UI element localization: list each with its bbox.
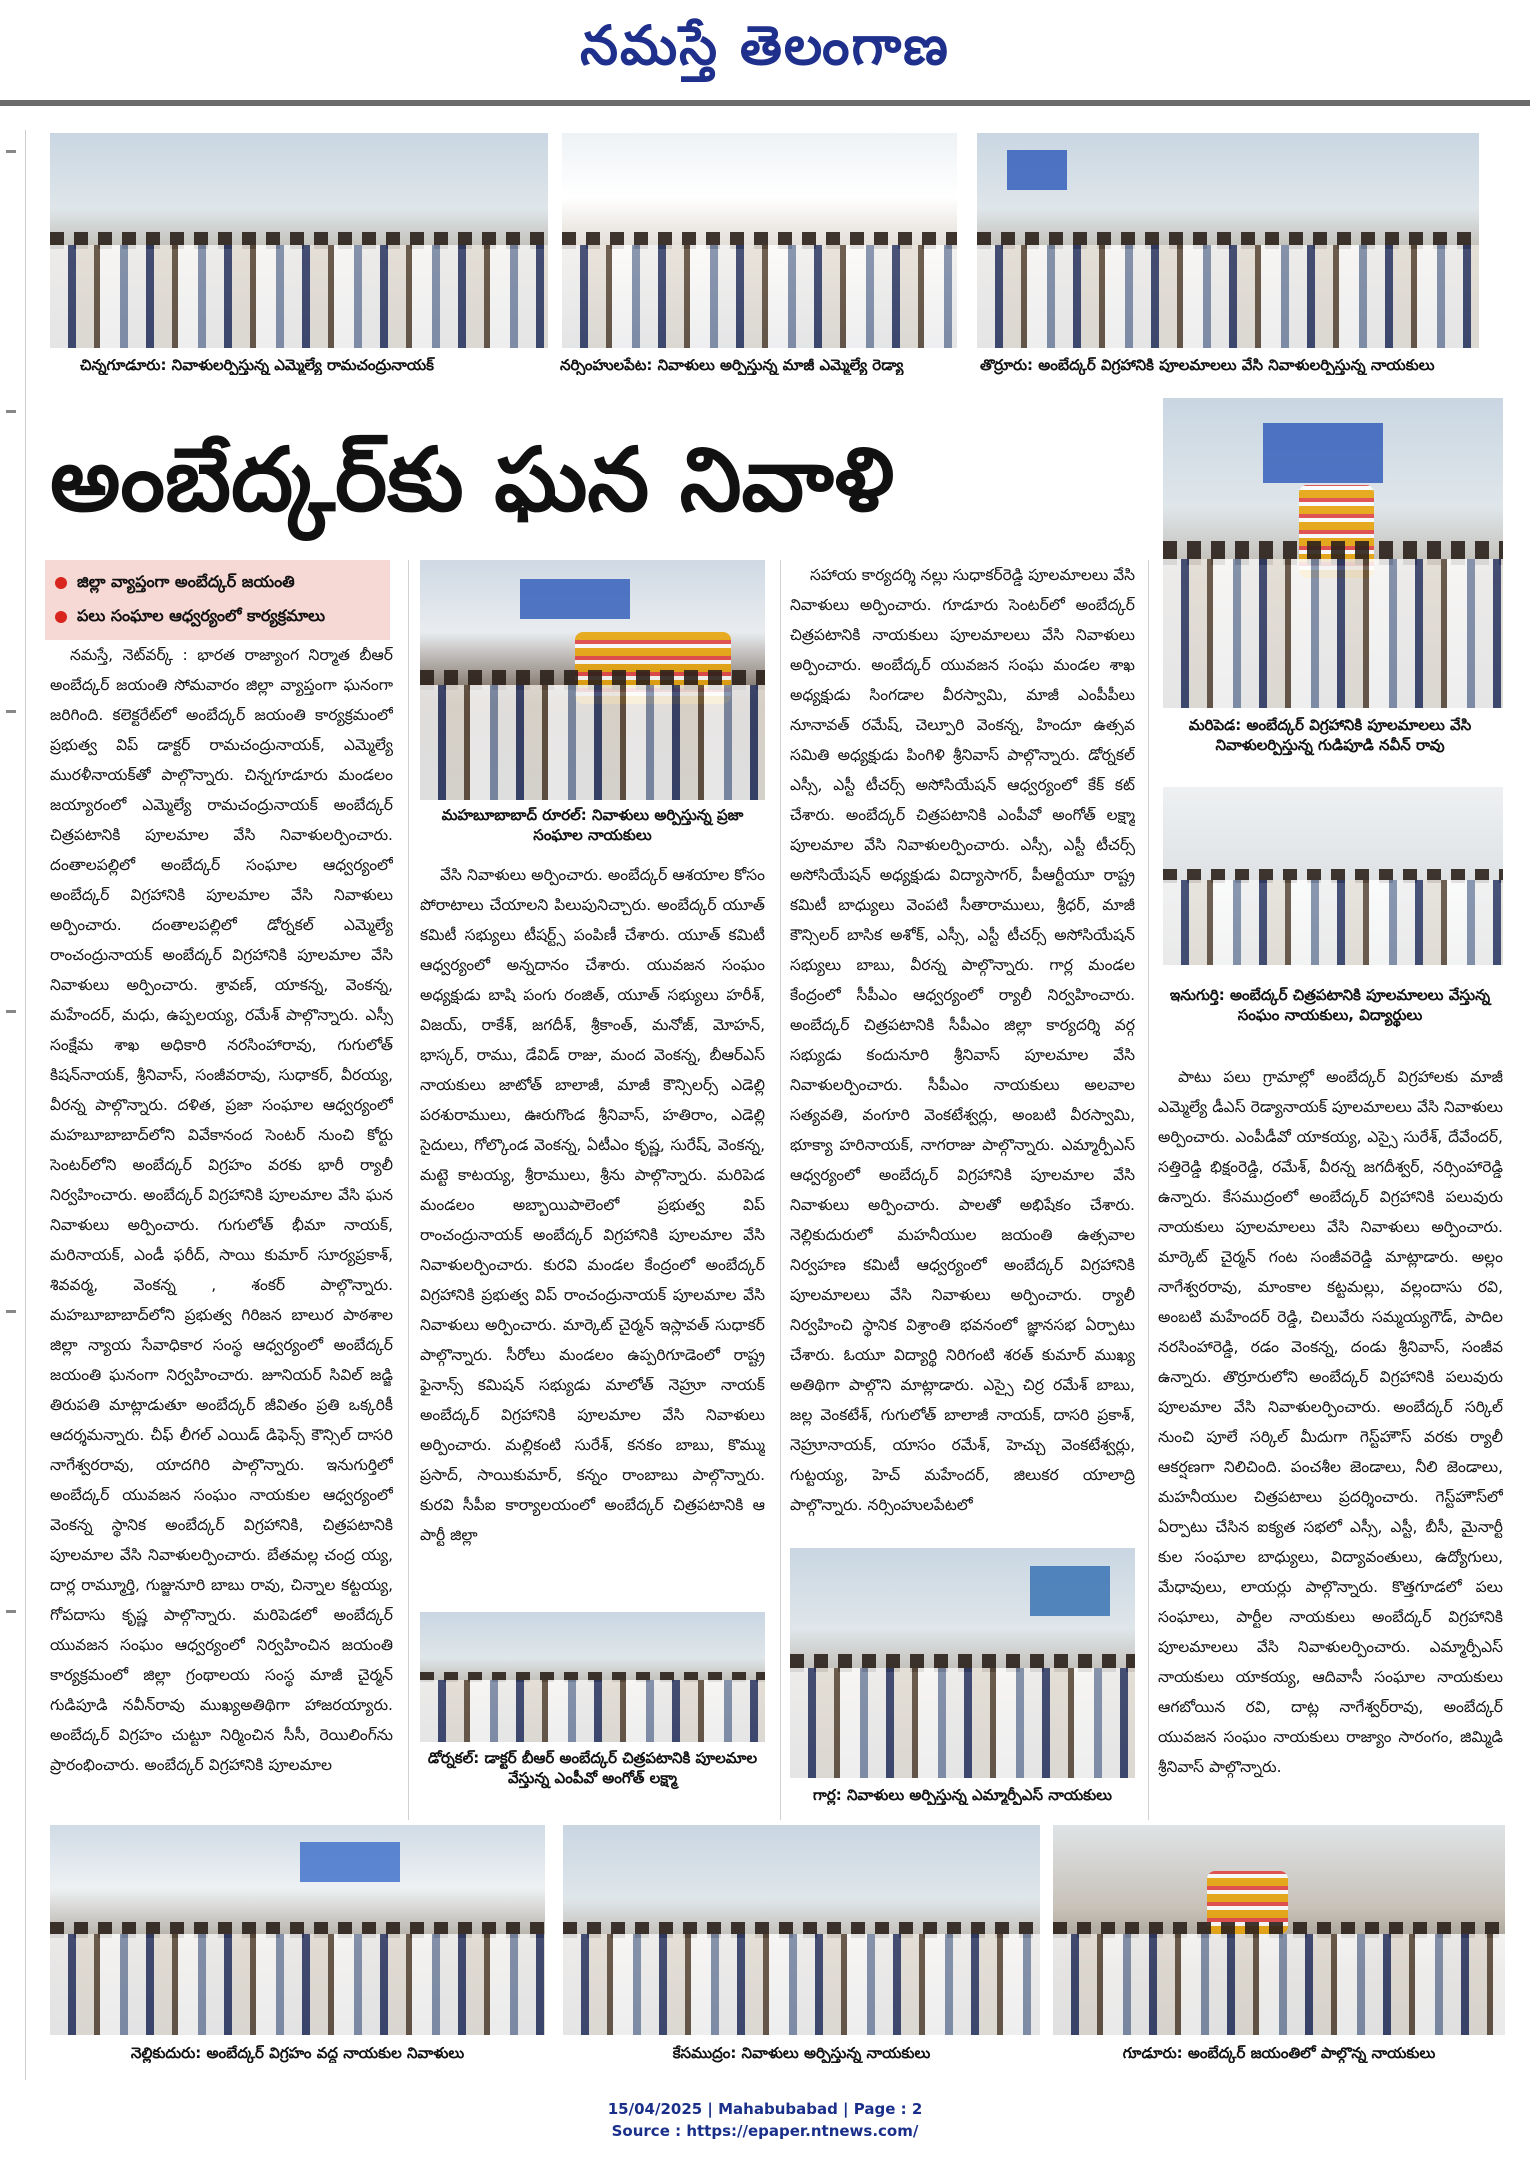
masthead-rule xyxy=(0,100,1530,106)
photo-narsimhulapet xyxy=(562,133,957,348)
column-rule xyxy=(408,560,409,1820)
caption-bottom-middle: కేసముద్రం: నివాళులు అర్పిస్తున్న నాయకులు xyxy=(672,2044,931,2062)
caption-lower-center-1: డోర్నకల్: డాక్టర్ బీఆర్ అంబేద్కర్ చిత్రపటానికి పూలమాల వేస్తున్న ఎంపీవో అంగోత్ లక్ష్మా xyxy=(427,1749,758,1787)
column-rule xyxy=(1148,560,1149,1820)
page-footer xyxy=(0,2098,1530,2142)
article-column-3: సహాయ కార్యదర్శి నల్లు సుధాకర్‌రెడ్డి పూలమాలలు వేసి నివాళులు అర్పించారు. గూడూరు సెంటర్‌లో అంబేద్కర్ చిత్రపటానికి నాయకులు పూలమాలలు వేసి నివాళులు అర్పించారు. అంబేద్కర్ యువజన సంఘ మండల శాఖ అధ్యక్షుడు సింగడాల వీరస్వామి, మాజీ ఎంపీపీలు నూనావత్ రమేష్, చెల్పూరి వెంకన్న, హిందూ ఉత్సవ సమితి అధ్యక్షుడు పింగిళి శ్రీనివాస్ పాల్గొన్నారు. డోర్నకల్ ఎస్సీ, ఎస్టీ టీచర్స్ అసోసియేషన్ ఆధ్వర్యంలో కేక్ కట్ చేశారు. అంబేద్కర్ చిత్రపటానికి ఎంపీవో అంగోత్ లక్ష్మా పూలమాల వేసి నివాళులర్పించారు. ఎస్సీ, ఎస్టీ టీచర్స్ అసోసియేషన్ అధ్యక్షుడు విద్యాసాగర్, పీఆర్టీయూ రాష్ట్ర కమిటీ బాధ్యులు వెంపటి సీతారాములు, శ్రీధర్, మాజీ కౌన్సిలర్ బాసిక అశోక్, ఎస్సీ, ఎస్టీ టీచర్స్ అసోసియేషన్ సభ్యులు బాబు, వీరన్న పాల్గొన్నారు. గార్ల మండల కేంద్రంలో సీపీఎం ఆధ్వర్యంలో ర్యాలీ నిర్వహించారు. అంబేద్కర్ చిత్రపటానికి సీపీఎం జిల్లా కార్యదర్శి వర్గ సభ్యుడు కందునూరి శ్రీనివాస్ పూలమాల వేసి నివాళులర్పించారు. సీపీఎం నాయకులు అలవాల సత్యవతి, వంగూరి వెంకటేశ్వర్లు, అంబటి వీరస్వామి, భూక్యా హరినాయక్, నాగరాజు పాల్గొన్నారు. ఎమ్మార్పీఎస్ ఆధ్వర్యంలో అంబేద్కర్ విగ్రహానికి పూలమాల వేసి నివాళులు అర్పించారు. పాలతో అభిషేకం చేశారు. నెల్లికుదురులో మహనీయుల జయంతి ఉత్సవాల నిర్వహణ కమిటీ ఆధ్వర్యంలో అంబేద్కర్ విగ్రహానికి పూలమాలలు వేసి నివాళులు అర్పించారు. ర్యాలీ నిర్వహించి స్థానిక విశ్రాంతి భవనంలో జ్ఞానసభ ఏర్పాటు చేశారు. ఓయూ విద్యార్థి నిరిగంటి శరత్ కుమార్ ముఖ్య అతిథిగా పాల్గొని మాట్లాడారు. ఎస్సై చిర్ర రమేశ్ బాబు, జల్ల వెంకటేశ్, గుగులోత్ బాలాజీ నాయక్, దాసరి ప్రకాశ్, నెహ్రూనాయక్, యాసం రమేశ్, హెచ్చు వెంకటేశ్వర్లు, గుట్టయ్య, హెచ్ మహేందర్, జిలుకర యాలాద్రి పాల్గొన్నారు. నర్సింహులపేటలో xyxy=(790,566,1135,1514)
caption-mid-center: మహబూబాబాద్ రూరల్: నివాళులు అర్పిస్తున్న ప్రజా సంఘాల నాయకులు xyxy=(441,806,744,844)
footer-date-edition: 15/04/2025 | Mahabubabad | Page : 2 xyxy=(607,2100,923,2118)
caption-lower-center-2: గార్ల: నివాళులు అర్పిస్తున్న ఎమ్మార్పీఎస్ నాయకులు xyxy=(813,1786,1112,1804)
photo-dornakal xyxy=(420,1612,765,1742)
bullet-icon xyxy=(55,577,67,589)
caption-right-1: మరిపెడ: అంబేద్కర్ విగ్రహానికి పూలమాలలు వేసి నివాళులర్పిస్తున్న గుడిపూడి నవీన్ రావు xyxy=(1188,716,1472,754)
caption-top-middle: నర్సింహులపేట: నివాళులు అర్పిస్తున్న మాజీ ఎమ్మెల్యే రెడ్యా xyxy=(560,356,904,374)
photo-thorrur xyxy=(977,133,1479,348)
highlights-box xyxy=(45,560,390,640)
margin-tick xyxy=(6,410,16,413)
page-margin-strip xyxy=(0,130,26,2080)
photo-inugurthi xyxy=(1163,787,1503,965)
margin-tick xyxy=(6,1610,16,1613)
article-column-2: వేసి నివాళులు అర్పించారు. అంబేద్కర్ ఆశయాల కోసం పోరాటాలు చేయాలని పిలుపునిచ్చారు. అంబేద్కర్ యూత్ కమిటీ సభ్యులు టీషర్ట్స్ పంపిణీ చేశారు. యూత్ కమిటీ ఆధ్వర్యంలో అన్నదానం చేశారు. యువజన సంఘం అధ్యక్షుడు బాషి పంగు రంజిత్, యూత్ సభ్యులు హరీశ్, విజయ్, రాకేశ్, జగదీశ్, శ్రీకాంత్, మనోజ్, మోహన్, భాస్కర్, రాము, డేవిడ్ రాజు, మంద వెంకన్న, బీఆర్ఎస్ నాయకులు జాటోత్ బాలాజీ, మాజీ కౌన్సిలర్స్ ఎడెల్లి పరశురాములు, ఊరుగొండ శ్రీనివాస్, హతిరాం, ఎడెల్లి సైదులు, గోల్కొండ వెంకన్న, ఏటీఎం కృష్ణ, సురేష్, వెంకన్న, మట్టె కాటయ్య, శ్రీరాములు, శ్రీను పాల్గొన్నారు. మరిపెడ మండలం అబ్బాయిపాలెంలో ప్రభుత్వ విప్ రాంచంద్రునాయక్ అంబేద్కర్ విగ్రహానికి పూలమాల వేసి నివాళులర్పించారు. కురవి మండల కేంద్రంలో అంబేద్కర్ విగ్రహానికి ప్రభుత్వ విప్ రాంచంద్రునాయక్ పూలమాల వేసి నివాళులు అర్పించారు. మార్కెట్ చైర్మన్ ఇస్లావత్ సుధాకర్ పాల్గొన్నారు. సీరోలు మండలం ఉప్పరిగూడెంలో రాష్ట్ర ఫైనాన్స్ కమిషన్ సభ్యుడు మాలోత్ నెహ్రూ నాయక్ అంబేద్కర్ విగ్రహానికి పూలమాల వేసి నివాళులు అర్పించారు. మల్లికంటి సురేశ్, కనకం బాబు, కొమ్ము ప్రసాద్, సాయికుమార్, కన్నం రాంబాబు పాల్గొన్నారు. కురవి సీపీఐ కార్యాలయంలో అంబేద్కర్ చిత్రపటానికి ఆ పార్టీ జిల్లా xyxy=(420,866,765,1544)
article-column-1: నమస్తే, నెట్‌వర్క్ : భారత రాజ్యాంగ నిర్మాత బీఆర్ అంబేద్కర్ జయంతి సోమవారం జిల్లా వ్యాప్తంగా ఘనంగా జరిగింది. కలెక్టరేట్‌లో అంబేద్కర్ జయంతి కార్యక్రమంలో ప్రభుత్వ విప్ డాక్టర్ రామచంద్రునాయక్, ఎమ్మెల్యే మురళీనాయక్‌తో పాల్గొన్నారు. చిన్నగూడూరు మండలం జయ్యారంలో ఎమ్మెల్యే రామచంద్రునాయక్ అంబేద్కర్ చిత్రపటానికి పూలమాల వేసి నివాళులర్పించారు. దంతాలపల్లిలో అంబేద్కర్ సంఘాల ఆధ్వర్యంలో అంబేద్కర్ విగ్రహానికి పూలమాల వేసి నివాళులు అర్పించారు. దంతాలపల్లిలో డోర్నకల్ ఎమ్మెల్యే రాంచంద్రునాయక్ అంబేద్కర్ విగ్రహానికి పూలమాల వేసి నివాళులు అర్పించారు. శ్రావణ్, యాకన్న, వెంకన్న, మహేందర్, మధు, ఉప్పలయ్య, రమేశ్ పాల్గొన్నారు. ఎస్సీ సంక్షేమ శాఖ అధికారి నరసింహారావు, గుగులోత్ కిషన్‌నాయక్, శ్రీనివాస్, సంజీవరావు, సుధాకర్, వీరయ్య, వీరన్న పాల్గొన్నారు. దళిత, ప్రజా సంఘాల ఆధ్వర్యంలో మహబూబాబాద్‌లోని వివేకానంద సెంటర్ నుంచి కోర్టు సెంటర్‌లోని అంబేద్కర్ విగ్రహం వరకు భారీ ర్యాలీ నిర్వహించారు. అంబేద్కర్ విగ్రహానికి పూలమాల వేసి ఘన నివాళులు అర్పించారు. గుగులోత్ భీమా నాయక్, మరినాయక్, ఎండీ ఫరీద్, సాయి కుమార్ సూర్యప్రకాశ్, శివవర్మ, వెంకన్న , శంకర్ పాల్గొన్నారు. మహబూబాబాద్‌లోని ప్రభుత్వ గిరిజన బాలుర పాఠశాల జిల్లా న్యాయ సేవాధికార సంస్థ ఆధ్వర్యంలో అంబేద్కర్ జయంతి ఘనంగా నిర్వహించారు. జూనియర్ సివిల్ జడ్జి తిరుపతి మాట్లాడుతూ అంబేద్కర్ జీవితం ప్రతి ఒక్కరికీ ఆదర్శమన్నారు. చీఫ్ లీగల్ ఎయిడ్ డిఫెన్స్ కౌన్సిల్ దాసరి నాగేశ్వరరావు, యాదగిరి పాల్గొన్నారు. ఇనుగుర్తిలో అంబేద్కర్ యువజన సంఘం నాయకుల ఆధ్వర్యంలో వెంకన్న స్థానిక అంబేద్కర్ విగ్రహానికి, చిత్రపటానికి పూలమాల వేసి నివాళులర్పించారు. బేతమల్ల చంద్ర య్య, దార్ల రామ్మూర్తి, గుజ్జునూరి బాబు రావు, చిన్నాల కట్టయ్య, గోపదాసు కృష్ణ పాల్గొన్నారు. మరిపెడలో అంబేద్కర్ యువజన సంఘం ఆధ్వర్యంలో నిర్వహించిన జయంతి కార్యక్రమంలో జిల్లా గ్రంథాలయ సంస్థ మాజీ చైర్మన్ గుడిపూడి నవీన్‌రావు ముఖ్యఅతిథిగా హాజరయ్యారు. అంబేద్కర్ విగ్రహం చుట్టూ నిర్మించిన సీసీ, రెయిలింగ్‌ను ప్రారంభించారు. అంబేద్కర్ విగ్రహానికి పూలమాల xyxy=(50,646,393,1774)
bullet-icon xyxy=(55,611,67,623)
highlight-item: పలు సంఘాల ఆధ్వర్యంలో కార్యక్రమాలు xyxy=(55,600,380,634)
photo-gudur xyxy=(1053,1825,1505,2035)
margin-tick xyxy=(6,150,16,153)
photo-maripeda xyxy=(1163,398,1503,708)
photo-kesamudram xyxy=(563,1825,1040,2035)
highlight-item: జిల్లా వ్యాప్తంగా అంబేద్కర్ జయంతి xyxy=(55,566,380,600)
newspaper-title: నమస్తే తెలంగాణ xyxy=(580,14,950,77)
margin-tick xyxy=(6,710,16,713)
caption-bottom-left: నెల్లికుదురు: అంబేద్కర్ విగ్రహం వద్ద నాయకుల నివాళులు xyxy=(130,2044,465,2062)
column-rule xyxy=(780,560,781,1820)
photo-nellikuduru xyxy=(50,1825,545,2035)
margin-tick xyxy=(6,1010,16,1013)
photo-mahabubabad-rural xyxy=(420,560,765,800)
masthead xyxy=(0,0,1530,100)
article-column-4: పాటు పలు గ్రామాల్లో అంబేద్కర్ విగ్రహాలకు మాజీ ఎమ్మెల్యే డీఎస్ రెడ్యానాయక్ పూలమాలలు వేసి నివాళులు అర్పించారు. ఎంపీడీవో యాకయ్య, ఎస్సై సురేశ్, దేవేందర్, సత్తిరెడ్డి భిక్షంరెడ్డి, రమేశ్, వీరన్న జగదీశ్వర్, నర్సింహారెడ్డి ఉన్నారు. కేసముద్రంలో అంబేద్కర్ విగ్రహానికి పలువురు నాయకులు పూలమాలలు వేసి నివాళులు అర్పించారు. మార్కెట్ చైర్మన్ గంట సంజీవరెడ్డి మాట్లాడారు. అల్లం నాగేశ్వరరావు, మాంకాల కట్టమల్లు, వల్లందాసు రవి, అంబటి మహేందర్ రెడ్డి, చిలువేరు సమ్మయ్యగౌడ్, పాదిల నరసింహారెడ్డి, రడం వెంకన్న, దండు శ్రీనివాస్, సంజీవ ఉన్నారు. తొర్రూరులోని అంబేద్కర్ విగ్రహానికి పలువురు పూలమాల వేసి నివాళులర్పించారు. అంబేద్కర్ సర్కిల్ నుంచి పూలే సర్కిల్ మీదుగా గెస్ట్‌హౌస్ వరకు ర్యాలీ ఆకర్షణగా నిలిచింది. పంచశీల జెండాలు, నీలి జెండాలు, మహనీయుల చిత్రపటాలు ప్రదర్శించారు. గెస్ట్‌హౌస్‌లో ఏర్పాటు చేసిన ఐక్యత సభలో ఎస్సీ, ఎస్టీ, బీసీ, మైనార్టీ కుల సంఘాల బాధ్యులు, విద్యావంతులు, ఉద్యోగులు, మేధావులు, లాయర్లు పాల్గొన్నారు. కొత్తగూడలో పలు సంఘాలు, పార్టీల నాయకులు అంబేద్కర్ విగ్రహానికి పూలమాలలు వేసి నివాళులర్పించారు. ఎమ్మార్పీఎస్ నాయకులు యాకయ్య, ఆదివాసీ సంఘాల నాయకులు ఆగబోయిన రవి, దాట్ల నాగేశ్వర్‌రావు, అంబేద్కర్ యువజన సంఘం నాయకులు రాజ్యాం సారంగం, జిమ్మిడి శ్రీనివాస్ పాల్గొన్నారు. xyxy=(1158,1068,1503,1776)
headline: అంబేద్కర్‌కు ఘన నివాళి xyxy=(50,428,895,531)
margin-tick xyxy=(6,1310,16,1313)
caption-right-2: ఇనుగుర్తి: అంబేద్కర్ చిత్రపటానికి పూలమాలలు వేస్తున్న సంఘం నాయకులు, విద్యార్థులు xyxy=(1169,986,1491,1024)
footer-source-link[interactable]: Source : https://epaper.ntnews.com/ xyxy=(611,2122,919,2140)
photo-chinnagudur xyxy=(50,133,548,348)
caption-top-right: తొర్రూరు: అంబేద్కర్ విగ్రహానికి పూలమాలలు వేసి నివాళులర్పిస్తున్న నాయకులు xyxy=(980,356,1435,374)
photo-garla xyxy=(790,1548,1135,1778)
caption-top-left: చిన్నగూడూరు: నివాళులర్పిస్తున్న ఎమ్మెల్యే రామచంద్రునాయక్ xyxy=(80,356,435,374)
caption-bottom-right: గూడూరు: అంబేద్కర్ జయంతిలో పాల్గొన్న నాయకులు xyxy=(1122,2044,1436,2062)
